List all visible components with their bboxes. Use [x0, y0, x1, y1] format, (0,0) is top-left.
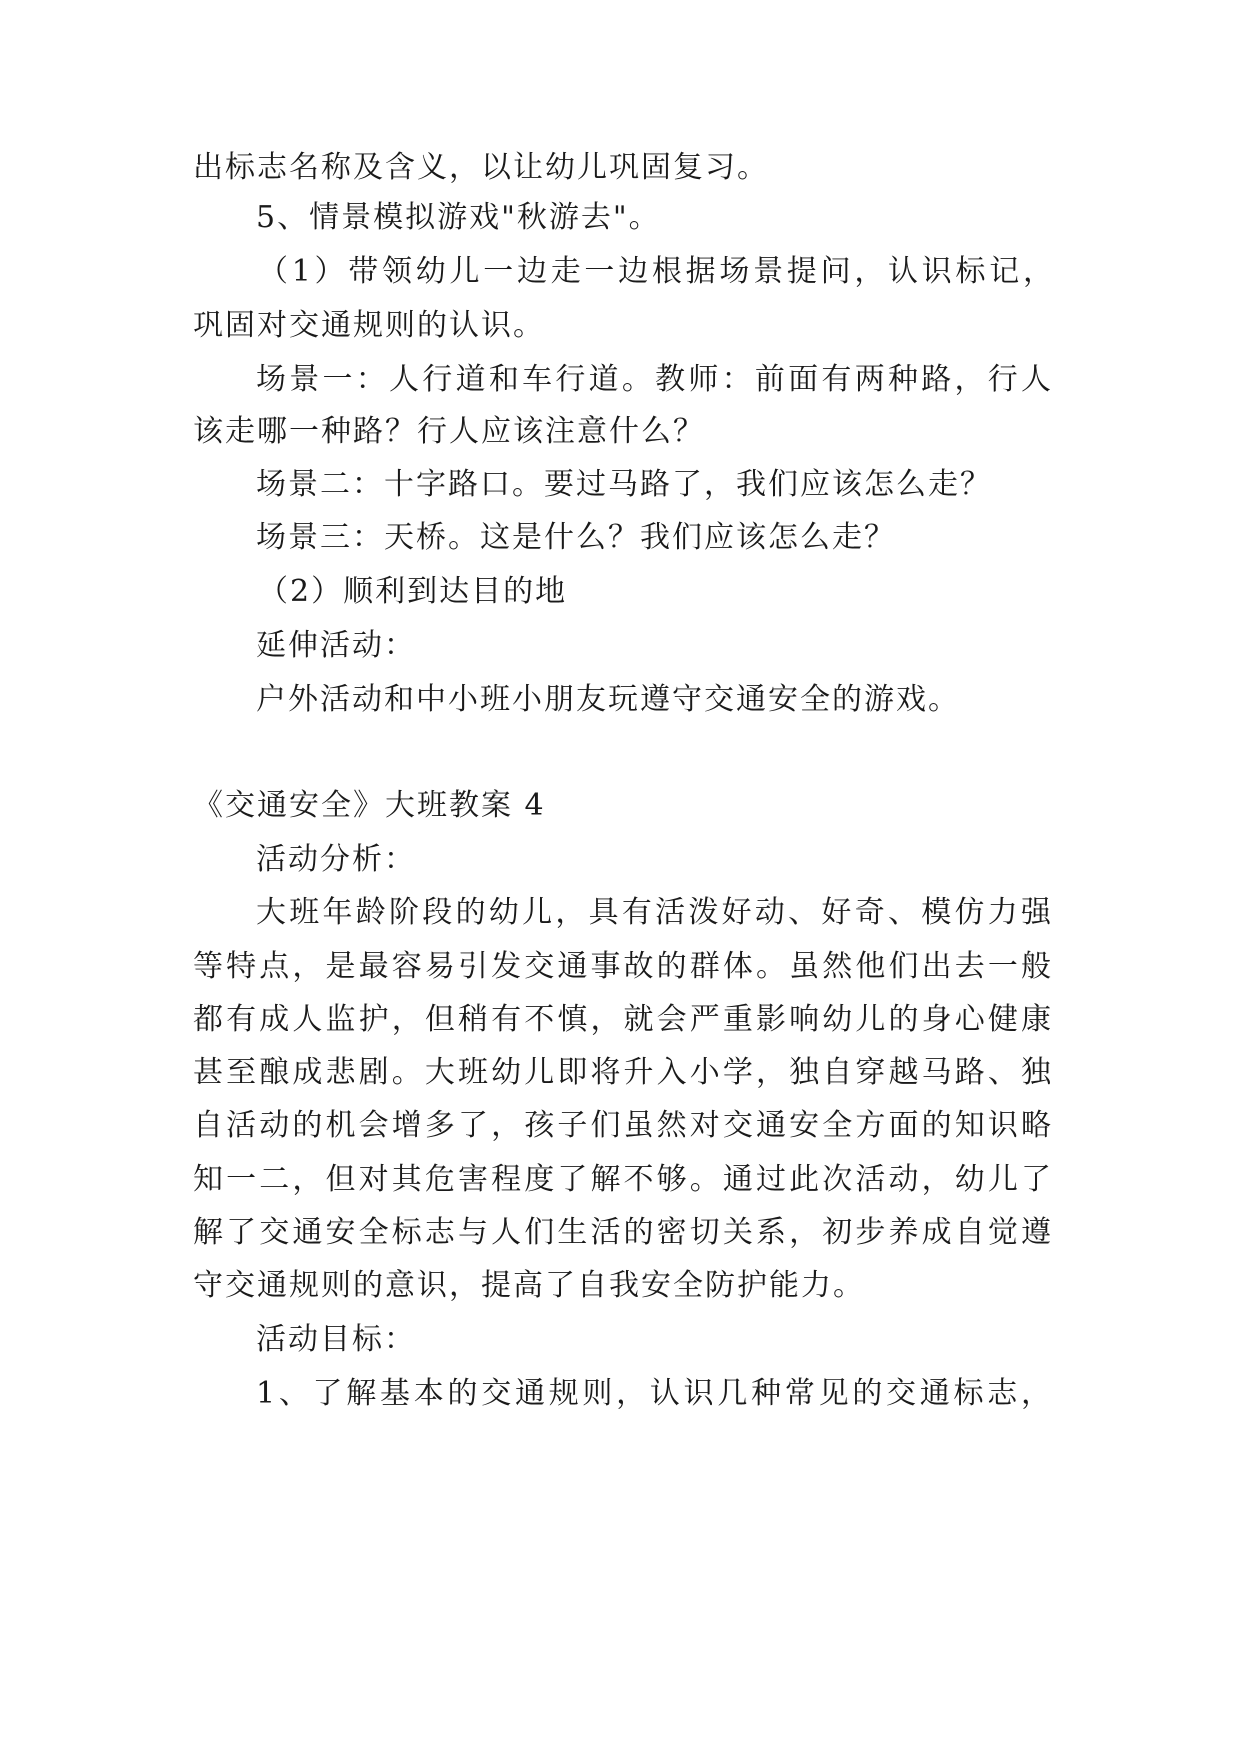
text-line: 都有成人监护，但稍有不慎，就会严重影响幼儿的身心健康 — [193, 1002, 1053, 1037]
text-line: （1）带领幼儿一边走一边根据场景提问，认识标记， — [258, 254, 1055, 289]
text-line: 自活动的机会增多了，孩子们虽然对交通安全方面的知识略 — [193, 1108, 1053, 1143]
text-line: 等特点，是最容易引发交通事故的群体。虽然他们出去一般 — [193, 949, 1053, 984]
text-line: 活动分析： — [256, 842, 416, 877]
text-line: 场景三：天桥。这是什么？我们应该怎么走？ — [256, 520, 896, 555]
text-line: 活动目标： — [256, 1322, 416, 1357]
text-line: 出标志名称及含义，以让幼儿巩固复习。 — [193, 150, 769, 185]
text-line: 大班年龄阶段的幼儿，具有活泼好动、好奇、模仿力强 — [256, 895, 1053, 930]
text-line: 知一二，但对其危害程度了解不够。通过此次活动，幼儿了 — [193, 1162, 1053, 1197]
text-line: 解了交通安全标志与人们生活的密切关系，初步养成自觉遵 — [193, 1215, 1053, 1250]
text-line: 场景二：十字路口。要过马路了，我们应该怎么走？ — [256, 467, 992, 502]
text-line: 户外活动和中小班小朋友玩遵守交通安全的游戏。 — [256, 682, 960, 717]
text-line: 守交通规则的意识，提高了自我安全防护能力。 — [193, 1268, 865, 1303]
text-line: 该走哪一种路？行人应该注意什么？ — [193, 414, 705, 449]
section-title: 《交通安全》大班教案 4 — [193, 788, 546, 823]
text-line: 巩固对交通规则的认识。 — [193, 308, 545, 343]
text-line: 5、情景模拟游戏"秋游去"。 — [256, 200, 661, 235]
text-line: 延伸活动： — [256, 628, 416, 663]
text-line: 场景一：人行道和车行道。教师：前面有两种路，行人 — [256, 362, 1053, 397]
text-line: 1、了解基本的交通规则，认识几种常见的交通标志， — [256, 1376, 1053, 1411]
text-line: 甚至酿成悲剧。大班幼儿即将升入小学，独自穿越马路、独 — [193, 1055, 1053, 1090]
text-line: （2）顺利到达目的地 — [258, 574, 568, 609]
